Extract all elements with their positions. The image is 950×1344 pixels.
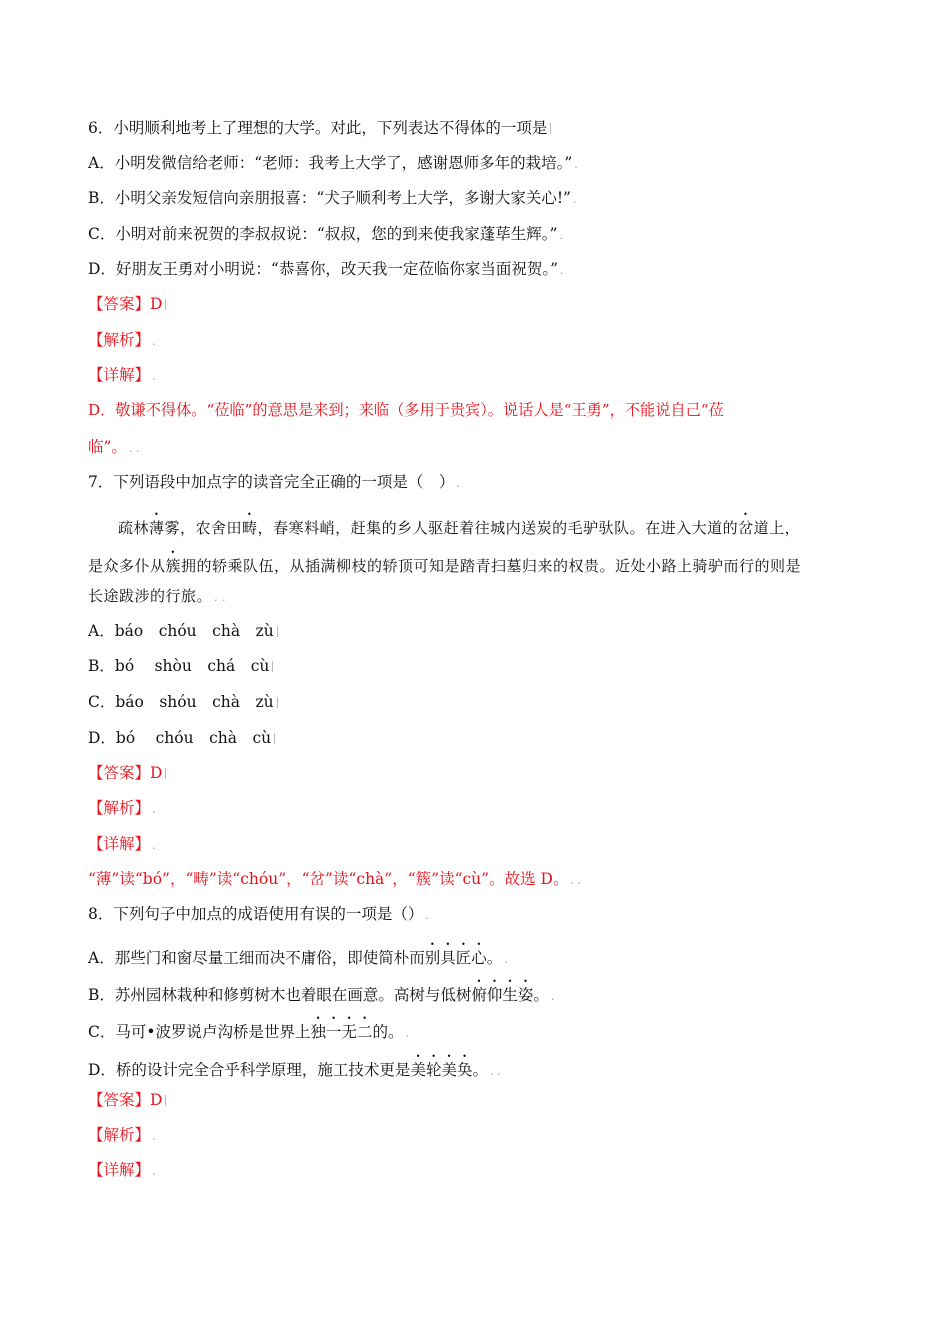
dotted-idiom-c: 独一无二 [310,1023,373,1041]
question-6-option-d: D．好朋友王勇对小明说：“恭喜你，改天我一定莅临你家当面祝贺。” . [88,260,564,278]
question-8-detail-label: 【详解】 . [88,1161,156,1179]
dotted-char-chou: 畴 [242,519,258,537]
question-7-passage-line-2: 是众多仆从簇拥的轿乘队伍，从插满柳枝的轿顶可知是踏青扫墓归来的权贵。近处小路上骑驴而行的则是 [88,557,802,575]
dotted-char-cha: 岔 [738,519,754,537]
question-6-detail-text: D．敬谦不得体。“莅临”的意思是来到；来临（多用于贵宾）。说话人是“王勇”，不能说自己“莅 [88,401,724,419]
question-6-analysis: 【解析】 . [88,331,156,349]
question-8-option-b: B．苏州园林栽种和修剪树木也着眼在画意。高树与低树俯仰生姿。 . [88,986,555,1004]
question-6-stem: 6．小明顺利地考上了理想的大学。对此，下列表达不得体的一项是 [88,118,551,138]
question-7-option-c: C．báo shóu chà zù [88,692,278,712]
dotted-char-bao: 薄 [149,519,165,537]
question-6-option-c: C．小明对前来祝贺的李叔叔说：“叔叔，您的到来使我家蓬荜生辉。” . [88,225,563,243]
question-7-option-a: A．báo chóu chà zù [88,621,278,641]
dotted-idiom-a: 别具匠心 [424,949,487,967]
question-8-answer: 【答案】D [88,1090,166,1110]
question-6-detail-label: 【详解】 . [88,366,156,384]
question-7-stem: 7．下列语段中加点字的读音完全正确的一项是（ ） . [88,473,460,491]
question-7-analysis: 【解析】 . [88,799,156,817]
question-7-option-b: B．bó shòu chá cù [88,656,273,676]
question-8-stem: 8．下列句子中加点的成语使用有误的一项是（） . [88,905,429,923]
question-8-option-c: C．马可•波罗说卢沟桥是世界上独一无二的。 . [88,1023,410,1041]
question-6-option-a: A．小明发微信给老师：“老师：我考上大学了，感谢恩师多年的栽培。” . [88,154,578,172]
question-8-option-d: D．桥的设计完全合乎科学原理，施工技术更是美轮美奂。 . . [88,1061,501,1079]
question-7-answer: 【答案】D [88,763,166,783]
question-6-detail-text-cont: 临”。 . . [88,438,140,456]
question-7-option-d: D．bó chóu chà cù [88,728,275,748]
question-6-answer: 【答案】D [88,294,166,314]
question-8-analysis: 【解析】 . [88,1126,156,1144]
question-7-detail-label: 【详解】 . [88,835,156,853]
question-6-option-b: B．小明父亲发短信向亲朋报喜：“犬子顺利考上大学，多谢大家关心!” . [88,189,577,207]
dotted-idiom-b: 俯仰生姿 [471,986,534,1004]
dotted-char-cu: 簇 [165,557,182,575]
question-7-passage-line-1: 疏林薄雾，农舍田畴，春寒料峭，赶集的乡人驱赶着往城内送炭的毛驴驮队。在进入大道的岔道上， [118,519,801,537]
question-7-passage-line-3: 长途跋涉的行旅。 . . [88,587,227,605]
question-7-detail-text: “薄”读“bó”，“畴”读“chóu”，“岔”读“chà”，“簇”读“cù”。故选 D。 . . [88,870,581,888]
dotted-idiom-d: 美轮美奂 [410,1061,473,1079]
question-8-option-a: A．那些门和窗尽量工细而决不庸俗，即使简朴而别具匠心。 . [88,949,508,967]
